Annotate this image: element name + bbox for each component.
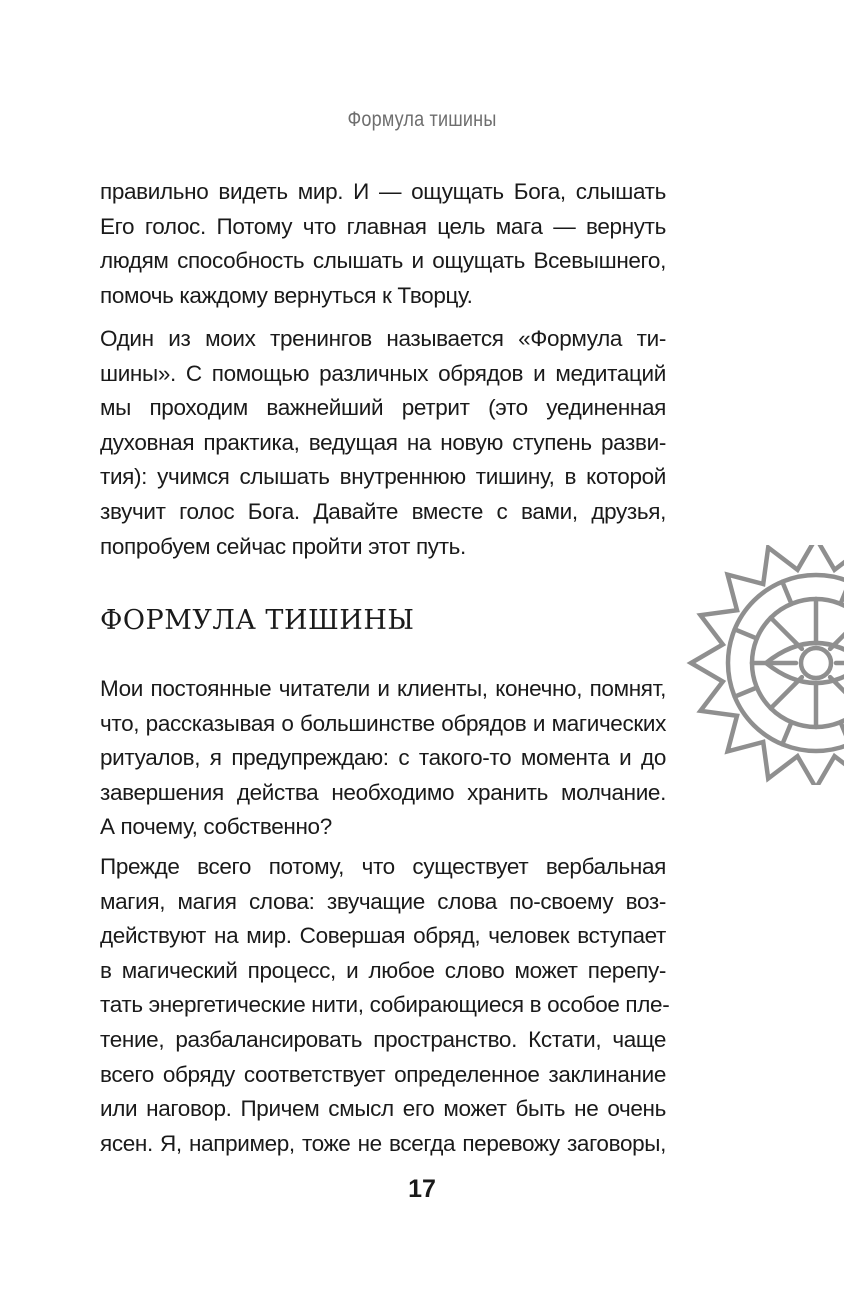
text-line: Его голос. Потому что главная цель мага — вернуть (100, 213, 666, 239)
text-line: А почему, собственно? (100, 814, 332, 840)
ornament-spoke (841, 582, 844, 604)
text-line: помочь каждому вернуться к Творцу. (100, 282, 473, 308)
ornament-spoke (782, 722, 791, 744)
text-line: мы проходим важнейший ретрит (это уединенная (100, 395, 666, 421)
text-line: духовная практика, ведущая на новую ступень разви- (100, 429, 666, 455)
text-line: тия): учимся слышать внутреннюю тишину, в которой (100, 464, 666, 490)
text-line: Мои постоянные читатели и клиенты, конечно, помнят, (100, 676, 666, 701)
text-line: правильно видеть мир. И — ощущать Бога, слышать (100, 179, 666, 204)
text-line: ясен. Я, например, тоже не всегда перевожу заговоры, (100, 1130, 666, 1156)
text-line: тать энергетические нити, собирающиеся в особое пле- (100, 992, 670, 1018)
text-line: шины». С помощью различных обрядов и медитаций (100, 360, 666, 386)
ornament-spoke (782, 582, 791, 604)
section-heading: ФОРМУЛА ТИШИНЫ (100, 605, 415, 636)
text-line: магия, магия слова: звучащие слова по-своему воз- (100, 888, 666, 914)
page-number: 17 (408, 1175, 436, 1203)
paragraph (100, 672, 666, 845)
text-line: попробуем сейчас пройти этот путь. (100, 533, 466, 559)
text-line: что, рассказывая о большинстве обрядов и магических (100, 710, 666, 736)
paragraph (100, 175, 666, 313)
text-line: людям способность слышать и ощущать Всевышнего, (100, 248, 666, 274)
text-line: или наговор. Причем смысл его может быть не очень (100, 1096, 666, 1122)
running-head: Формула тишины (347, 108, 497, 131)
text-line: в магический процесс, и любое слово может перепу- (100, 957, 666, 983)
text-line: действуют на мир. Совершая обряд, человек вступает (100, 923, 666, 949)
ornament-spoke (735, 688, 757, 697)
text-line: тение, разбалансировать пространство. Кстати, чаще (100, 1026, 666, 1052)
ornament-spoke (841, 722, 844, 744)
paragraph (100, 322, 666, 564)
paragraph (100, 850, 670, 1161)
ornament-spoke (735, 629, 757, 638)
text-line: Один из моих тренингов называется «Формула ти- (100, 326, 666, 351)
text-line: всего обряду соответствует определенное заклинание (100, 1061, 666, 1087)
sun-eye-ornament-icon (674, 545, 844, 785)
text-line: звучит голос Бога. Давайте вместе с вами, друзья, (100, 498, 666, 524)
text-line: ритуалов, я предупреждаю: с такого-то момента и до (100, 745, 666, 771)
text-line: завершения действа необходимо хранить молчание. (100, 779, 666, 805)
text-line: Прежде всего потому, что существует вербальная (100, 854, 666, 879)
